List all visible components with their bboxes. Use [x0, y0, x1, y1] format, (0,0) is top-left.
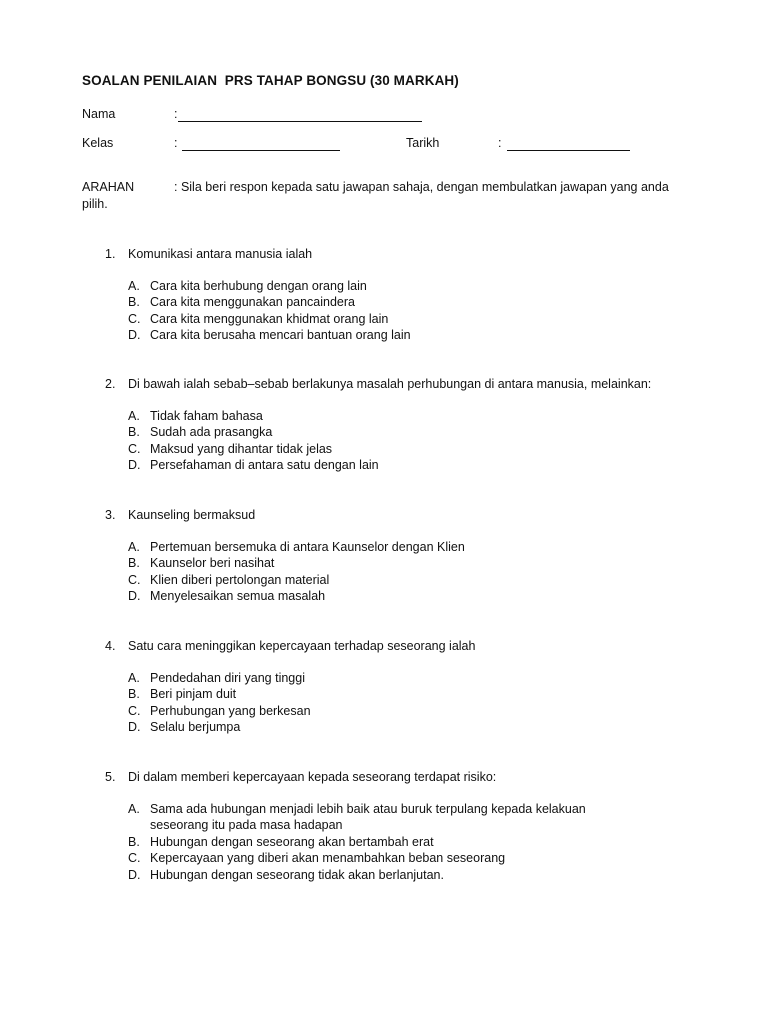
option-list	[82, 670, 702, 736]
option-letter: C.	[128, 851, 141, 865]
question-text: Di dalam memberi kepercayaan kepada seseorang terdapat risiko:	[128, 770, 497, 784]
option-letter: C.	[128, 703, 141, 718]
option-text: Hubungan dengan seseorang akan bertambah erat	[150, 834, 434, 849]
option-a[interactable]	[82, 801, 702, 834]
question-5	[82, 769, 702, 883]
option-text: Beri pinjam duit	[150, 687, 237, 701]
nama-colon: :	[174, 107, 178, 121]
option-list	[82, 801, 702, 884]
option-b[interactable]	[82, 686, 702, 703]
option-text: Kaunselor beri nasihat	[150, 556, 275, 570]
option-list	[82, 539, 702, 605]
kelas-colon: :	[174, 136, 178, 150]
option-d[interactable]	[82, 457, 702, 474]
nama-label: Nama	[82, 107, 116, 121]
option-d[interactable]	[82, 867, 702, 884]
option-text: Hubungan dengan seseorang tidak akan berlanjutan.	[150, 867, 444, 882]
question-text: Kaunseling bermaksud	[128, 508, 256, 522]
option-c[interactable]	[82, 850, 702, 867]
option-text: Cara kita menggunakan pancaindera	[150, 295, 355, 309]
option-letter: B.	[128, 834, 140, 849]
option-c[interactable]	[82, 311, 702, 328]
question-number: 4.	[105, 639, 116, 653]
tarikh-answer-line[interactable]	[507, 150, 630, 151]
question-text: Komunikasi antara manusia ialah	[128, 247, 313, 261]
option-text: Menyelesaikan semua masalah	[150, 589, 326, 603]
option-letter: B.	[128, 687, 140, 701]
question-number: 3.	[105, 508, 116, 522]
option-text: Tidak faham bahasa	[150, 408, 263, 423]
option-letter: D.	[128, 867, 141, 882]
option-text: Perhubungan yang berkesan	[150, 703, 311, 718]
option-text: Persefahaman di antara satu dengan lain	[150, 458, 379, 472]
option-letter: D.	[128, 589, 141, 603]
option-b[interactable]	[82, 294, 702, 311]
option-list	[82, 408, 702, 474]
question-number: 2.	[105, 377, 116, 391]
option-letter: C.	[128, 572, 141, 587]
arahan-label: ARAHAN	[82, 180, 135, 194]
option-a[interactable]	[82, 408, 702, 425]
question-3	[82, 507, 702, 605]
question-text: Di bawah ialah sebab–sebab berlakunya masalah perhubungan di antara manusia, melainkan:	[128, 377, 652, 391]
option-letter: C.	[128, 441, 141, 456]
option-text: Cara kita menggunakan khidmat orang lain	[150, 311, 389, 326]
option-letter: A.	[128, 278, 140, 293]
option-letter: A.	[128, 670, 140, 685]
option-b[interactable]	[82, 555, 702, 572]
option-text: Cara kita berhubung dengan orang lain	[150, 278, 367, 293]
option-letter: A.	[128, 801, 140, 816]
option-text: Pertemuan bersemuka di antara Kaunselor dengan Klien	[150, 539, 465, 554]
option-a[interactable]	[82, 278, 702, 295]
question-1	[82, 246, 702, 344]
option-list	[82, 278, 702, 344]
tarikh-colon: :	[498, 136, 502, 150]
option-letter: B.	[128, 295, 140, 309]
option-text: Cara kita berusaha mencari bantuan orang lain	[150, 328, 411, 342]
option-letter: B.	[128, 556, 140, 570]
option-c[interactable]	[82, 703, 702, 720]
option-letter: D.	[128, 328, 141, 342]
option-text: Sudah ada prasangka	[150, 425, 273, 439]
option-letter: B.	[128, 425, 140, 439]
option-letter: A.	[128, 408, 140, 423]
option-letter: D.	[128, 720, 141, 734]
option-text: Klien diberi pertolongan material	[150, 572, 330, 587]
option-text: Selalu berjumpa	[150, 720, 241, 734]
option-d[interactable]	[82, 588, 702, 605]
option-text: Pendedahan diri yang tinggi	[150, 670, 305, 685]
option-letter: C.	[128, 311, 141, 326]
arahan-continuation: pilih.	[82, 197, 108, 211]
option-text: Maksud yang dihantar tidak jelas	[150, 441, 333, 456]
kelas-label: Kelas	[82, 136, 114, 150]
question-number: 1.	[105, 247, 116, 261]
question-2	[82, 376, 702, 474]
question-text: Satu cara meninggikan kepercayaan terhadap seseorang ialah	[128, 639, 476, 653]
kelas-answer-line[interactable]	[182, 150, 340, 151]
option-d[interactable]	[82, 327, 702, 344]
option-letter: A.	[128, 539, 140, 554]
option-text: Sama ada hubungan menjadi lebih baik atau buruk terpulang kepada kelakuan seseorang itu pada masa hadapan	[150, 801, 586, 832]
option-b[interactable]	[82, 424, 702, 441]
option-letter: D.	[128, 458, 141, 472]
option-b[interactable]	[82, 834, 702, 851]
option-d[interactable]	[82, 719, 702, 736]
nama-answer-line[interactable]	[178, 121, 422, 122]
option-c[interactable]	[82, 572, 702, 589]
arahan-text: : Sila beri respon kepada satu jawapan sahaja, dengan membulatkan jawapan yang anda	[174, 180, 669, 194]
option-a[interactable]	[82, 539, 702, 556]
tarikh-label: Tarikh	[406, 136, 440, 150]
question-number: 5.	[105, 770, 116, 784]
option-text: Kepercayaan yang diberi akan menambahkan beban seseorang	[150, 851, 506, 865]
option-a[interactable]	[82, 670, 702, 687]
question-4	[82, 638, 702, 736]
document-title: SOALAN PENILAIAN PRS TAHAP BONGSU (30 MARKAH)	[82, 73, 459, 88]
option-c[interactable]	[82, 441, 702, 458]
